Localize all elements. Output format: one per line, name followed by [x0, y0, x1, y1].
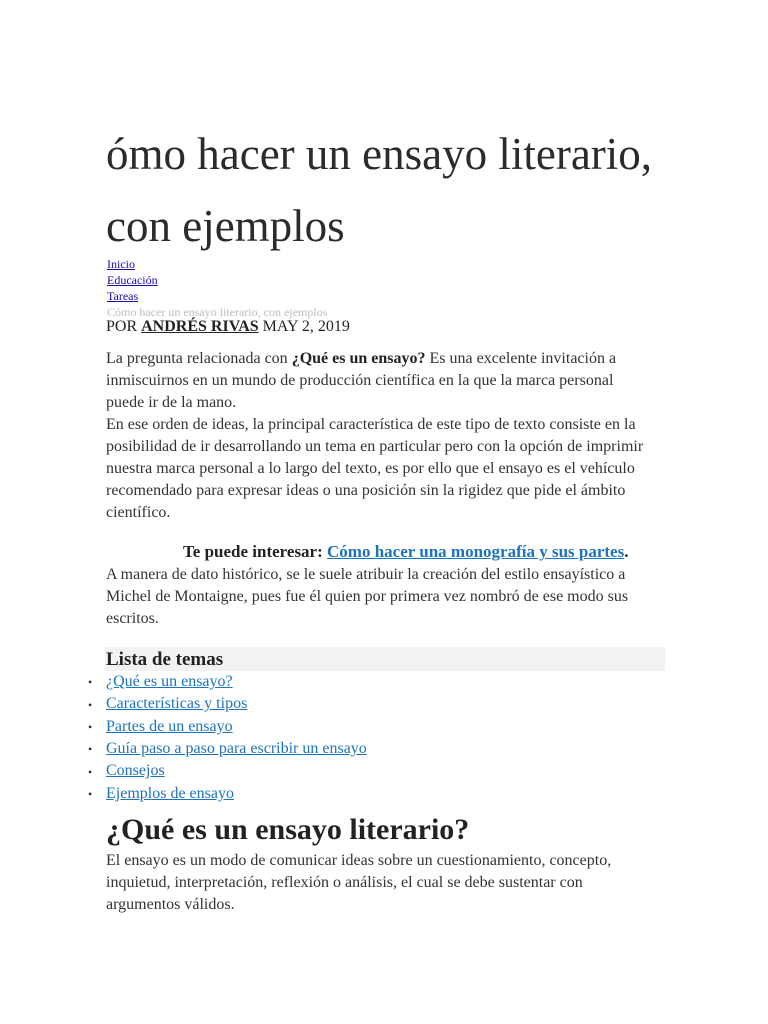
toc-item — [88, 783, 367, 805]
bullet-icon: • — [88, 719, 93, 734]
toc-link-partes[interactable]: Partes de un ensayo — [106, 717, 233, 735]
intro-text-continued: Es una excelente invitación a inmiscuirnos en un mundo de producción científica en la que la marca personal puede ir de la mano. — [106, 350, 617, 411]
intro-bold-question: ¿Qué es un ensayo? — [291, 350, 426, 367]
intro-paragraph-2: En ese orden de ideas, la principal característica de este tipo de texto consiste en la posibilidad de ir desarrollando un tema en particular pero con la opción de imprimir nuestra marca personal a lo largo del texto, es por ello que el ensayo es el vehículo recomendado para expresar ideas o una posición sin la rigidez que pide el ámbito científico. — [106, 416, 644, 521]
byline — [106, 318, 350, 336]
breadcrumb-current: Cómo hacer un ensayo literario, con ejemplos — [107, 305, 328, 319]
bullet-icon: • — [88, 742, 93, 757]
related-suffix: . — [624, 542, 629, 561]
related-article — [183, 541, 628, 563]
toc-link-ejemplos[interactable]: Ejemplos de ensayo — [106, 784, 234, 802]
toc-heading: Lista de temas — [105, 647, 665, 671]
toc-item — [88, 671, 367, 693]
breadcrumb-link-tareas[interactable]: Tareas — [107, 289, 139, 303]
related-label: Te puede interesar: — [183, 542, 328, 561]
toc-item — [88, 693, 367, 715]
section-paragraph: El ensayo es un modo de comunicar ideas sobre un cuestionamiento, concepto, inquietud, interpretación, reflexión o análisis, el cual se debe sustentar con argumentos válidos. — [106, 852, 612, 913]
page-title: ómo hacer un ensayo literario, con ejemplos — [106, 129, 653, 251]
breadcrumb-link-inicio[interactable]: Inicio — [107, 257, 135, 271]
intro-text: La pregunta relacionada con — [106, 350, 292, 367]
toc-link-caracteristicas[interactable]: Características y tipos — [106, 695, 248, 713]
section-heading: ¿Qué es un ensayo literario? — [106, 813, 470, 846]
intro-paragraph-1 — [106, 348, 646, 414]
bullet-icon: • — [88, 675, 93, 690]
byline-prefix: POR — [106, 318, 138, 335]
breadcrumb-link-educacion[interactable]: Educación — [107, 273, 158, 287]
bullet-icon: • — [88, 786, 93, 801]
toc-link-que-es[interactable]: ¿Qué es un ensayo? — [106, 673, 233, 690]
bullet-icon: • — [88, 697, 93, 712]
bullet-icon: • — [88, 764, 93, 779]
history-paragraph: A manera de dato histórico, se le suele atribuir la creación del estilo ensayístico a Michel de Montaigne, pues fue él quien por primera vez nombró de ese modo sus escritos. — [106, 566, 629, 627]
breadcrumb — [107, 256, 327, 320]
toc-item — [88, 716, 367, 738]
related-article-link[interactable]: Cómo hacer una monografía y sus partes — [327, 542, 625, 561]
author-link[interactable]: ANDRÉS RIVAS — [141, 318, 259, 335]
toc-link-guia[interactable]: Guía paso a paso para escribir un ensayo — [106, 739, 367, 757]
toc-item — [88, 738, 367, 760]
toc-list — [88, 671, 367, 805]
publish-date: MAY 2, 2019 — [262, 318, 350, 335]
toc-item — [88, 760, 367, 782]
toc-link-consejos[interactable]: Consejos — [106, 762, 165, 780]
